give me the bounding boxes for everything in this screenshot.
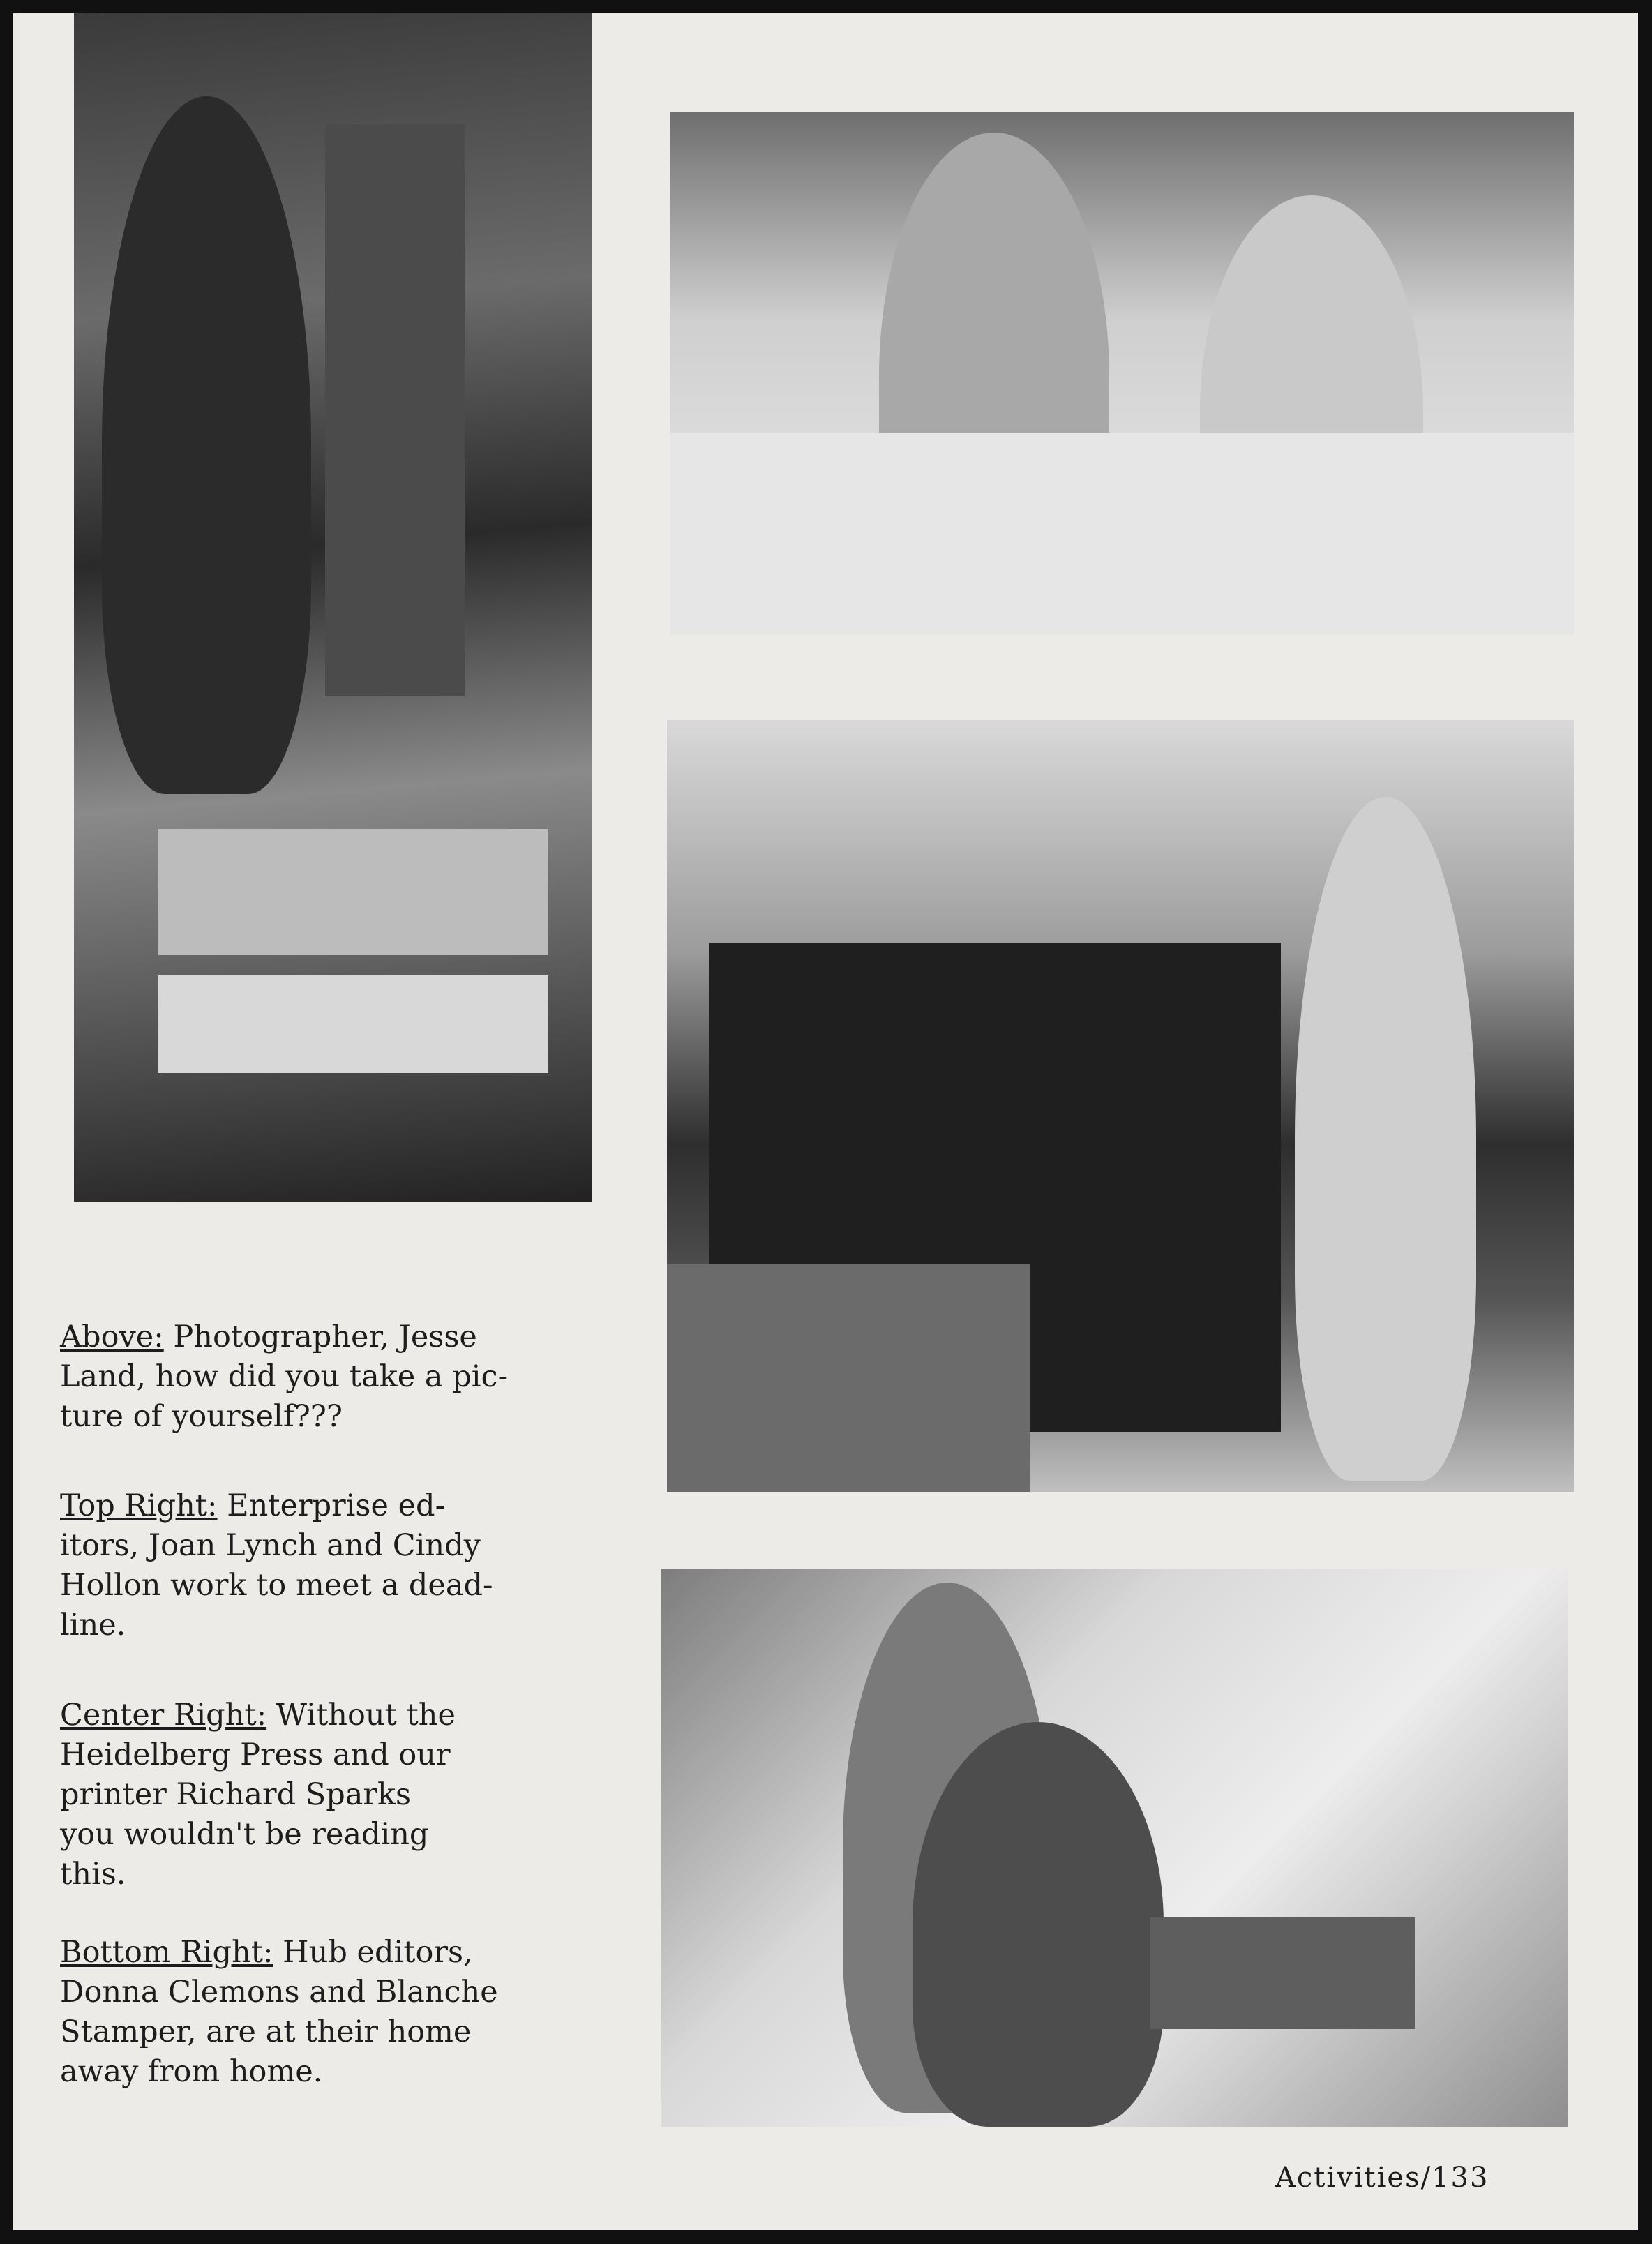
caption-above-text: Photographer, Jesse Land, how did you take a pic- ture of yourself??? (60, 1319, 509, 1434)
page-folio: Activities/133 (1275, 2162, 1489, 2194)
editor-figure-front (913, 1722, 1164, 2127)
printer-figure (1295, 797, 1476, 1481)
layout-table (670, 433, 1574, 635)
photo-enterprise-editors (670, 112, 1574, 635)
photo-hub-editors (661, 1569, 1568, 2127)
photo-heidelberg-press (667, 720, 1574, 1492)
caption-above (60, 1317, 576, 1437)
caption-bottom-right-text: Hub editors, Donna Clemons and Blanche Stamper, are at their home away from home. (60, 1935, 498, 2089)
work-bench (667, 1264, 1030, 1492)
caption-top-right (60, 1486, 576, 1645)
caption-center-right-head: Center Right: (60, 1698, 267, 1733)
yearbook-page (13, 13, 1638, 2230)
caption-center-right-text: Without the Heidelberg Press and our printer Richard Sparks you wouldn't be reading this. (60, 1698, 456, 1892)
caption-top-right-text: Enterprise ed- itors, Joan Lynch and Cindy Hollon work to meet a dead- line. (60, 1488, 493, 1643)
caption-above-head: Above: (60, 1319, 164, 1354)
caption-center-right (60, 1696, 576, 1894)
caption-bottom-right (60, 1933, 576, 2092)
developing-tray (158, 975, 548, 1073)
photographer-figure (102, 96, 311, 794)
typewriter (1150, 1917, 1415, 2029)
enlarger-shape (325, 124, 465, 696)
easel (158, 829, 548, 955)
photo-darkroom-photographer (74, 13, 592, 1202)
caption-bottom-right-head: Bottom Right: (60, 1935, 273, 1970)
caption-top-right-head: Top Right: (60, 1488, 218, 1523)
